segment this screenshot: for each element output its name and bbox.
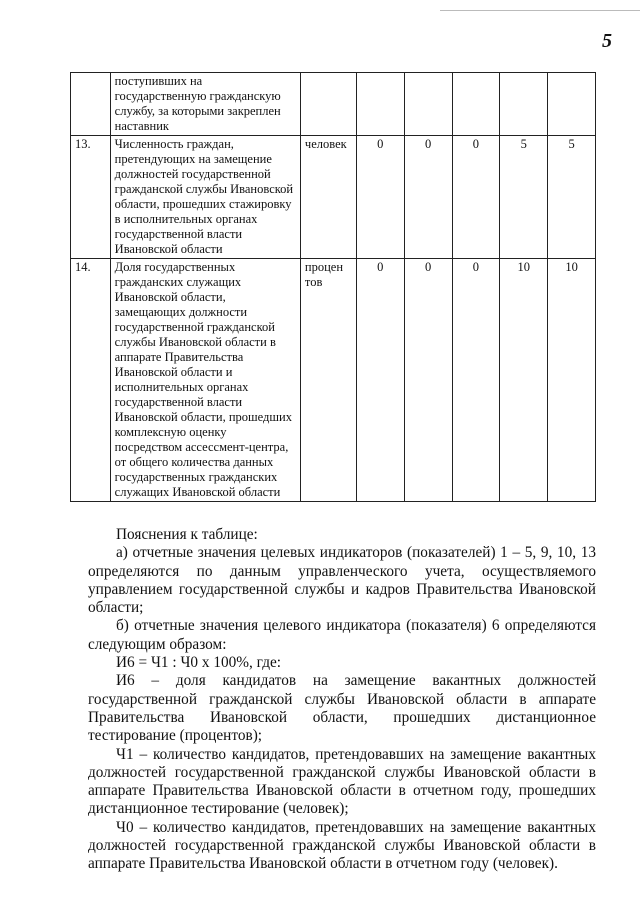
unit <box>300 73 356 136</box>
value-cell <box>452 73 500 136</box>
unit: человек <box>300 136 356 259</box>
indicator-name: поступивших на государственную гражданскую службу, за которыми закреплен наставник <box>110 73 300 136</box>
table-notes <box>88 526 596 874</box>
formula: И6 = Ч1 : Ч0 х 100%, где: <box>116 654 282 672</box>
value-cell: 0 <box>356 136 404 259</box>
value-cell: 10 <box>548 259 596 502</box>
value-cell: 5 <box>548 136 596 259</box>
value-cell: 0 <box>452 136 500 259</box>
note-a: а) отчетные значения целевых индикаторов (показателей) 1 – 5, 9, 10, 13 определяются по данным управленческого учета, осуществляемого управлением государственной службы и кадров Правительства Ивановской области; <box>88 544 596 617</box>
value-cell <box>356 73 404 136</box>
unit: процен тов <box>300 259 356 502</box>
table-row <box>71 259 596 502</box>
indicators-table <box>70 72 596 502</box>
value-cell <box>404 73 452 136</box>
row-number: 14. <box>71 259 111 502</box>
note-b: б) отчетные значения целевого индикатора (показателя) 6 определяются следующим образом: <box>88 617 596 653</box>
value-cell: 0 <box>452 259 500 502</box>
table-row <box>71 73 596 136</box>
value-cell <box>500 73 548 136</box>
page-number: 5 <box>602 30 612 52</box>
indicator-name: Численность граждан, претендующих на замещение должностей государственной гражданской службы Ивановской области, прошедших стажировку в исполнительных органах государственной власти Ивановской области <box>110 136 300 259</box>
notes-heading: Пояснения к таблице: <box>116 526 258 543</box>
value-cell: 0 <box>404 136 452 259</box>
value-cell <box>548 73 596 136</box>
value-cell: 10 <box>500 259 548 502</box>
scan-top-line <box>440 10 640 11</box>
row-number: 13. <box>71 136 111 259</box>
value-cell: 0 <box>404 259 452 502</box>
table-row <box>71 136 596 259</box>
value-cell: 5 <box>500 136 548 259</box>
definition-i6: И6 – доля кандидатов на замещение вакантных должностей государственной гражданской службы Ивановской области в аппарате Правительства Ивановской области, прошедших дистанционное тестирование (процентов); <box>88 672 596 745</box>
row-number <box>71 73 111 136</box>
definition-ch0: Ч0 – количество кандидатов, претендовавших на замещение вакантных должностей государственной гражданской службы Ивановской области в аппарате Правительства Ивановской области в отчетном году (человек). <box>88 818 596 873</box>
definition-ch1: Ч1 – количество кандидатов, претендовавших на замещение вакантных должностей государственной гражданской службы Ивановской области в аппарате Правительства Ивановской области в отчетном году, прошедших дистанционное тестирование (человек); <box>88 745 596 818</box>
value-cell: 0 <box>356 259 404 502</box>
indicator-name: Доля государственных гражданских служащих Ивановской области, замещающих должности государственной гражданской службы Ивановской области в аппарате Правительства Ивановской области и исполнительных органах государственной власти Ивановской области, прошедших комплексную оценку посредством ассессмент-центра, от общего количества данных государственных гражданских служащих Ивановской области <box>110 259 300 502</box>
